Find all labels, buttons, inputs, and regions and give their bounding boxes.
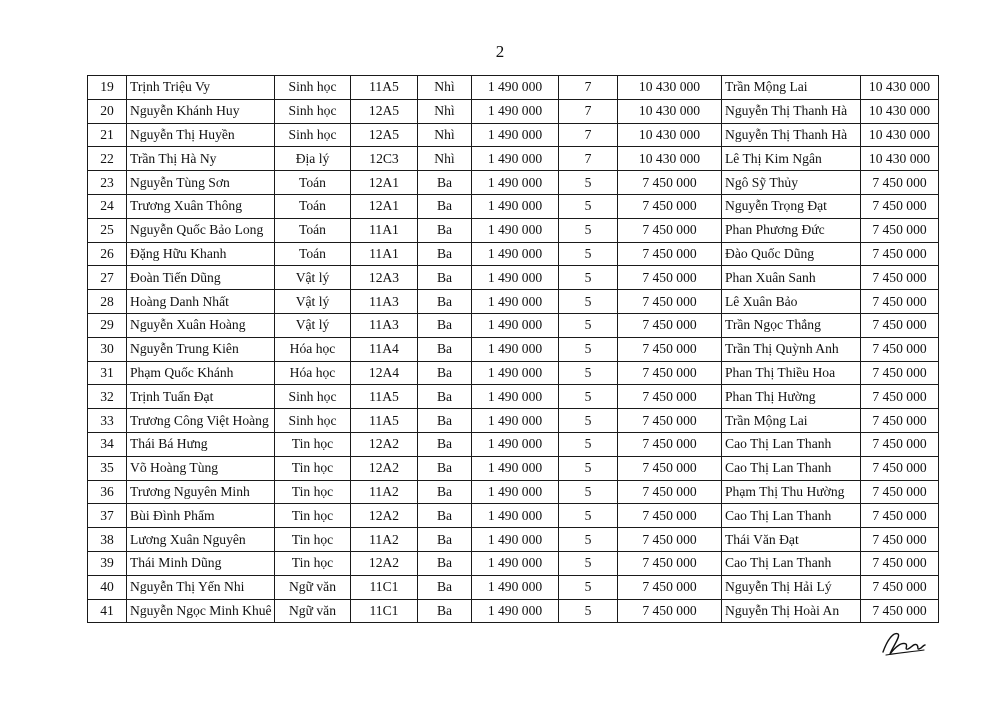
class-name-cell: 12A2 <box>351 551 418 575</box>
table-row <box>88 123 939 147</box>
quantity-cell: 5 <box>559 218 618 242</box>
prize-level-cell: Ba <box>418 218 472 242</box>
class-name-cell: 11A2 <box>351 528 418 552</box>
row-number-cell: 41 <box>88 599 127 623</box>
table-row <box>88 432 939 456</box>
subject-cell: Toán <box>275 218 351 242</box>
unit-amount-cell: 1 490 000 <box>472 76 559 100</box>
unit-amount-cell: 1 490 000 <box>472 242 559 266</box>
row-number-cell: 33 <box>88 409 127 433</box>
unit-amount-cell: 1 490 000 <box>472 528 559 552</box>
student-name-cell: Trịnh Triệu Vy <box>127 76 275 100</box>
prize-level-cell: Nhì <box>418 76 472 100</box>
teacher-name-cell: Đào Quốc Dũng <box>722 242 861 266</box>
subject-cell: Sinh học <box>275 99 351 123</box>
quantity-cell: 7 <box>559 123 618 147</box>
class-name-cell: 11A3 <box>351 313 418 337</box>
class-name-cell: 12A2 <box>351 504 418 528</box>
row-number-cell: 21 <box>88 123 127 147</box>
unit-amount-cell: 1 490 000 <box>472 313 559 337</box>
prize-level-cell: Ba <box>418 575 472 599</box>
class-name-cell: 12A1 <box>351 194 418 218</box>
row-number-cell: 23 <box>88 171 127 195</box>
subject-cell: Sinh học <box>275 123 351 147</box>
student-name-cell: Hoàng Danh Nhất <box>127 290 275 314</box>
subject-cell: Toán <box>275 171 351 195</box>
class-name-cell: 11A5 <box>351 385 418 409</box>
teacher-name-cell: Trần Mộng Lai <box>722 76 861 100</box>
table-row <box>88 504 939 528</box>
class-name-cell: 12C3 <box>351 147 418 171</box>
teacher-total-cell: 7 450 000 <box>861 551 939 575</box>
student-name-cell: Trương Nguyên Minh <box>127 480 275 504</box>
student-total-cell: 7 450 000 <box>618 409 722 433</box>
table-row <box>88 76 939 100</box>
awards-table <box>87 75 939 623</box>
student-total-cell: 7 450 000 <box>618 528 722 552</box>
student-total-cell: 7 450 000 <box>618 361 722 385</box>
table-row <box>88 147 939 171</box>
teacher-name-cell: Nguyễn Thị Hoài An <box>722 599 861 623</box>
prize-level-cell: Ba <box>418 337 472 361</box>
unit-amount-cell: 1 490 000 <box>472 123 559 147</box>
teacher-total-cell: 7 450 000 <box>861 599 939 623</box>
subject-cell: Sinh học <box>275 385 351 409</box>
student-total-cell: 7 450 000 <box>618 504 722 528</box>
teacher-total-cell: 7 450 000 <box>861 171 939 195</box>
student-name-cell: Nguyễn Thị Huyền <box>127 123 275 147</box>
quantity-cell: 5 <box>559 575 618 599</box>
prize-level-cell: Ba <box>418 528 472 552</box>
class-name-cell: 12A4 <box>351 361 418 385</box>
student-total-cell: 7 450 000 <box>618 551 722 575</box>
student-total-cell: 7 450 000 <box>618 575 722 599</box>
teacher-total-cell: 7 450 000 <box>861 337 939 361</box>
student-name-cell: Đoàn Tiến Dũng <box>127 266 275 290</box>
teacher-total-cell: 10 430 000 <box>861 147 939 171</box>
student-total-cell: 7 450 000 <box>618 385 722 409</box>
class-name-cell: 11C1 <box>351 599 418 623</box>
unit-amount-cell: 1 490 000 <box>472 361 559 385</box>
teacher-name-cell: Thái Văn Đạt <box>722 528 861 552</box>
class-name-cell: 11A5 <box>351 409 418 433</box>
subject-cell: Toán <box>275 194 351 218</box>
teacher-total-cell: 10 430 000 <box>861 123 939 147</box>
subject-cell: Tin học <box>275 456 351 480</box>
quantity-cell: 7 <box>559 147 618 171</box>
student-total-cell: 10 430 000 <box>618 76 722 100</box>
quantity-cell: 7 <box>559 99 618 123</box>
teacher-total-cell: 10 430 000 <box>861 76 939 100</box>
subject-cell: Địa lý <box>275 147 351 171</box>
teacher-name-cell: Trần Thị Quỳnh Anh <box>722 337 861 361</box>
row-number-cell: 37 <box>88 504 127 528</box>
teacher-name-cell: Ngô Sỹ Thủy <box>722 171 861 195</box>
unit-amount-cell: 1 490 000 <box>472 504 559 528</box>
quantity-cell: 5 <box>559 266 618 290</box>
table-row <box>88 218 939 242</box>
prize-level-cell: Ba <box>418 385 472 409</box>
student-total-cell: 7 450 000 <box>618 599 722 623</box>
prize-level-cell: Nhì <box>418 147 472 171</box>
teacher-name-cell: Phan Thị Thiều Hoa <box>722 361 861 385</box>
prize-level-cell: Ba <box>418 456 472 480</box>
teacher-name-cell: Cao Thị Lan Thanh <box>722 432 861 456</box>
student-name-cell: Nguyễn Thị Yến Nhi <box>127 575 275 599</box>
row-number-cell: 31 <box>88 361 127 385</box>
quantity-cell: 5 <box>559 194 618 218</box>
class-name-cell: 12A3 <box>351 266 418 290</box>
student-total-cell: 7 450 000 <box>618 194 722 218</box>
teacher-name-cell: Cao Thị Lan Thanh <box>722 504 861 528</box>
class-name-cell: 11A5 <box>351 76 418 100</box>
teacher-total-cell: 7 450 000 <box>861 218 939 242</box>
unit-amount-cell: 1 490 000 <box>472 147 559 171</box>
student-name-cell: Võ Hoàng Tùng <box>127 456 275 480</box>
subject-cell: Tin học <box>275 480 351 504</box>
prize-level-cell: Nhì <box>418 123 472 147</box>
row-number-cell: 35 <box>88 456 127 480</box>
subject-cell: Tin học <box>275 432 351 456</box>
student-name-cell: Trịnh Tuấn Đạt <box>127 385 275 409</box>
quantity-cell: 5 <box>559 361 618 385</box>
unit-amount-cell: 1 490 000 <box>472 290 559 314</box>
student-name-cell: Nguyễn Tùng Sơn <box>127 171 275 195</box>
table-row <box>88 337 939 361</box>
student-total-cell: 7 450 000 <box>618 242 722 266</box>
class-name-cell: 11A2 <box>351 480 418 504</box>
quantity-cell: 5 <box>559 290 618 314</box>
quantity-cell: 7 <box>559 76 618 100</box>
row-number-cell: 22 <box>88 147 127 171</box>
quantity-cell: 5 <box>559 242 618 266</box>
prize-level-cell: Ba <box>418 242 472 266</box>
page-number: 2 <box>495 42 505 61</box>
student-name-cell: Thái Bá Hưng <box>127 432 275 456</box>
subject-cell: Sinh học <box>275 76 351 100</box>
table-row <box>88 575 939 599</box>
quantity-cell: 5 <box>559 456 618 480</box>
student-name-cell: Trương Công Việt Hoàng <box>127 409 275 433</box>
unit-amount-cell: 1 490 000 <box>472 171 559 195</box>
quantity-cell: 5 <box>559 385 618 409</box>
quantity-cell: 5 <box>559 171 618 195</box>
row-number-cell: 25 <box>88 218 127 242</box>
prize-level-cell: Ba <box>418 504 472 528</box>
student-name-cell: Bùi Đình Phẩm <box>127 504 275 528</box>
student-total-cell: 7 450 000 <box>618 266 722 290</box>
class-name-cell: 12A5 <box>351 123 418 147</box>
teacher-name-cell: Phan Thị Hường <box>722 385 861 409</box>
table-row <box>88 385 939 409</box>
unit-amount-cell: 1 490 000 <box>472 218 559 242</box>
student-total-cell: 7 450 000 <box>618 480 722 504</box>
row-number-cell: 40 <box>88 575 127 599</box>
subject-cell: Vật lý <box>275 313 351 337</box>
subject-cell: Hóa học <box>275 361 351 385</box>
prize-level-cell: Ba <box>418 194 472 218</box>
student-total-cell: 10 430 000 <box>618 99 722 123</box>
unit-amount-cell: 1 490 000 <box>472 432 559 456</box>
table-row <box>88 409 939 433</box>
prize-level-cell: Ba <box>418 432 472 456</box>
student-total-cell: 10 430 000 <box>618 123 722 147</box>
unit-amount-cell: 1 490 000 <box>472 575 559 599</box>
row-number-cell: 36 <box>88 480 127 504</box>
subject-cell: Vật lý <box>275 290 351 314</box>
table-body <box>88 76 939 623</box>
table-row <box>88 551 939 575</box>
teacher-total-cell: 7 450 000 <box>861 242 939 266</box>
student-name-cell: Nguyễn Ngọc Minh Khuê <box>127 599 275 623</box>
table-row <box>88 266 939 290</box>
table-row <box>88 313 939 337</box>
row-number-cell: 24 <box>88 194 127 218</box>
table-row <box>88 99 939 123</box>
student-name-cell: Trần Thị Hà Ny <box>127 147 275 171</box>
student-name-cell: Nguyễn Xuân Hoàng <box>127 313 275 337</box>
unit-amount-cell: 1 490 000 <box>472 266 559 290</box>
prize-level-cell: Ba <box>418 313 472 337</box>
row-number-cell: 19 <box>88 76 127 100</box>
table-row <box>88 361 939 385</box>
row-number-cell: 38 <box>88 528 127 552</box>
teacher-name-cell: Cao Thị Lan Thanh <box>722 456 861 480</box>
teacher-total-cell: 7 450 000 <box>861 409 939 433</box>
student-total-cell: 7 450 000 <box>618 313 722 337</box>
unit-amount-cell: 1 490 000 <box>472 480 559 504</box>
student-total-cell: 7 450 000 <box>618 432 722 456</box>
teacher-name-cell: Phan Phương Đức <box>722 218 861 242</box>
student-total-cell: 7 450 000 <box>618 290 722 314</box>
teacher-total-cell: 7 450 000 <box>861 194 939 218</box>
row-number-cell: 39 <box>88 551 127 575</box>
table-row <box>88 194 939 218</box>
prize-level-cell: Ba <box>418 599 472 623</box>
row-number-cell: 28 <box>88 290 127 314</box>
unit-amount-cell: 1 490 000 <box>472 456 559 480</box>
class-name-cell: 11A1 <box>351 242 418 266</box>
student-total-cell: 10 430 000 <box>618 147 722 171</box>
teacher-name-cell: Lê Xuân Bảo <box>722 290 861 314</box>
prize-level-cell: Ba <box>418 266 472 290</box>
quantity-cell: 5 <box>559 409 618 433</box>
student-name-cell: Trương Xuân Thông <box>127 194 275 218</box>
class-name-cell: 11A3 <box>351 290 418 314</box>
prize-level-cell: Ba <box>418 290 472 314</box>
teacher-total-cell: 7 450 000 <box>861 432 939 456</box>
table-row <box>88 242 939 266</box>
student-name-cell: Lương Xuân Nguyên <box>127 528 275 552</box>
teacher-name-cell: Nguyễn Thị Thanh Hà <box>722 99 861 123</box>
teacher-name-cell: Trần Mộng Lai <box>722 409 861 433</box>
teacher-name-cell: Lê Thị Kim Ngân <box>722 147 861 171</box>
teacher-total-cell: 7 450 000 <box>861 361 939 385</box>
unit-amount-cell: 1 490 000 <box>472 337 559 361</box>
table-row <box>88 480 939 504</box>
student-name-cell: Đặng Hữu Khanh <box>127 242 275 266</box>
student-total-cell: 7 450 000 <box>618 456 722 480</box>
subject-cell: Tin học <box>275 504 351 528</box>
subject-cell: Vật lý <box>275 266 351 290</box>
teacher-total-cell: 7 450 000 <box>861 575 939 599</box>
student-name-cell: Thái Minh Dũng <box>127 551 275 575</box>
unit-amount-cell: 1 490 000 <box>472 599 559 623</box>
class-name-cell: 12A2 <box>351 432 418 456</box>
prize-level-cell: Ba <box>418 409 472 433</box>
quantity-cell: 5 <box>559 432 618 456</box>
subject-cell: Tin học <box>275 528 351 552</box>
quantity-cell: 5 <box>559 337 618 361</box>
table-row <box>88 171 939 195</box>
unit-amount-cell: 1 490 000 <box>472 551 559 575</box>
class-name-cell: 12A1 <box>351 171 418 195</box>
prize-level-cell: Ba <box>418 361 472 385</box>
row-number-cell: 34 <box>88 432 127 456</box>
row-number-cell: 29 <box>88 313 127 337</box>
class-name-cell: 12A2 <box>351 456 418 480</box>
prize-level-cell: Ba <box>418 551 472 575</box>
prize-level-cell: Ba <box>418 480 472 504</box>
subject-cell: Toán <box>275 242 351 266</box>
signature-initials <box>880 628 926 658</box>
row-number-cell: 27 <box>88 266 127 290</box>
quantity-cell: 5 <box>559 504 618 528</box>
subject-cell: Hóa học <box>275 337 351 361</box>
row-number-cell: 26 <box>88 242 127 266</box>
unit-amount-cell: 1 490 000 <box>472 194 559 218</box>
teacher-name-cell: Nguyễn Thị Hải Lý <box>722 575 861 599</box>
class-name-cell: 12A5 <box>351 99 418 123</box>
row-number-cell: 30 <box>88 337 127 361</box>
prize-level-cell: Ba <box>418 171 472 195</box>
quantity-cell: 5 <box>559 551 618 575</box>
teacher-total-cell: 7 450 000 <box>861 385 939 409</box>
teacher-name-cell: Trần Ngọc Thắng <box>722 313 861 337</box>
row-number-cell: 20 <box>88 99 127 123</box>
row-number-cell: 32 <box>88 385 127 409</box>
table-row <box>88 290 939 314</box>
quantity-cell: 5 <box>559 480 618 504</box>
student-name-cell: Nguyễn Khánh Huy <box>127 99 275 123</box>
student-name-cell: Nguyễn Trung Kiên <box>127 337 275 361</box>
student-total-cell: 7 450 000 <box>618 171 722 195</box>
class-name-cell: 11A1 <box>351 218 418 242</box>
teacher-total-cell: 7 450 000 <box>861 266 939 290</box>
student-name-cell: Nguyễn Quốc Bảo Long <box>127 218 275 242</box>
teacher-name-cell: Nguyễn Trọng Đạt <box>722 194 861 218</box>
table-row <box>88 456 939 480</box>
teacher-total-cell: 7 450 000 <box>861 528 939 552</box>
table-row <box>88 528 939 552</box>
quantity-cell: 5 <box>559 528 618 552</box>
teacher-total-cell: 10 430 000 <box>861 99 939 123</box>
student-name-cell: Phạm Quốc Khánh <box>127 361 275 385</box>
student-total-cell: 7 450 000 <box>618 218 722 242</box>
unit-amount-cell: 1 490 000 <box>472 385 559 409</box>
quantity-cell: 5 <box>559 313 618 337</box>
teacher-total-cell: 7 450 000 <box>861 313 939 337</box>
subject-cell: Ngữ văn <box>275 575 351 599</box>
student-total-cell: 7 450 000 <box>618 337 722 361</box>
quantity-cell: 5 <box>559 599 618 623</box>
teacher-name-cell: Phạm Thị Thu Hường <box>722 480 861 504</box>
teacher-total-cell: 7 450 000 <box>861 480 939 504</box>
teacher-total-cell: 7 450 000 <box>861 290 939 314</box>
subject-cell: Sinh học <box>275 409 351 433</box>
subject-cell: Tin học <box>275 551 351 575</box>
teacher-total-cell: 7 450 000 <box>861 504 939 528</box>
table-row <box>88 599 939 623</box>
unit-amount-cell: 1 490 000 <box>472 99 559 123</box>
class-name-cell: 11A4 <box>351 337 418 361</box>
prize-level-cell: Nhì <box>418 99 472 123</box>
unit-amount-cell: 1 490 000 <box>472 409 559 433</box>
class-name-cell: 11C1 <box>351 575 418 599</box>
teacher-name-cell: Phan Xuân Sanh <box>722 266 861 290</box>
teacher-name-cell: Cao Thị Lan Thanh <box>722 551 861 575</box>
teacher-name-cell: Nguyễn Thị Thanh Hà <box>722 123 861 147</box>
subject-cell: Ngữ văn <box>275 599 351 623</box>
teacher-total-cell: 7 450 000 <box>861 456 939 480</box>
